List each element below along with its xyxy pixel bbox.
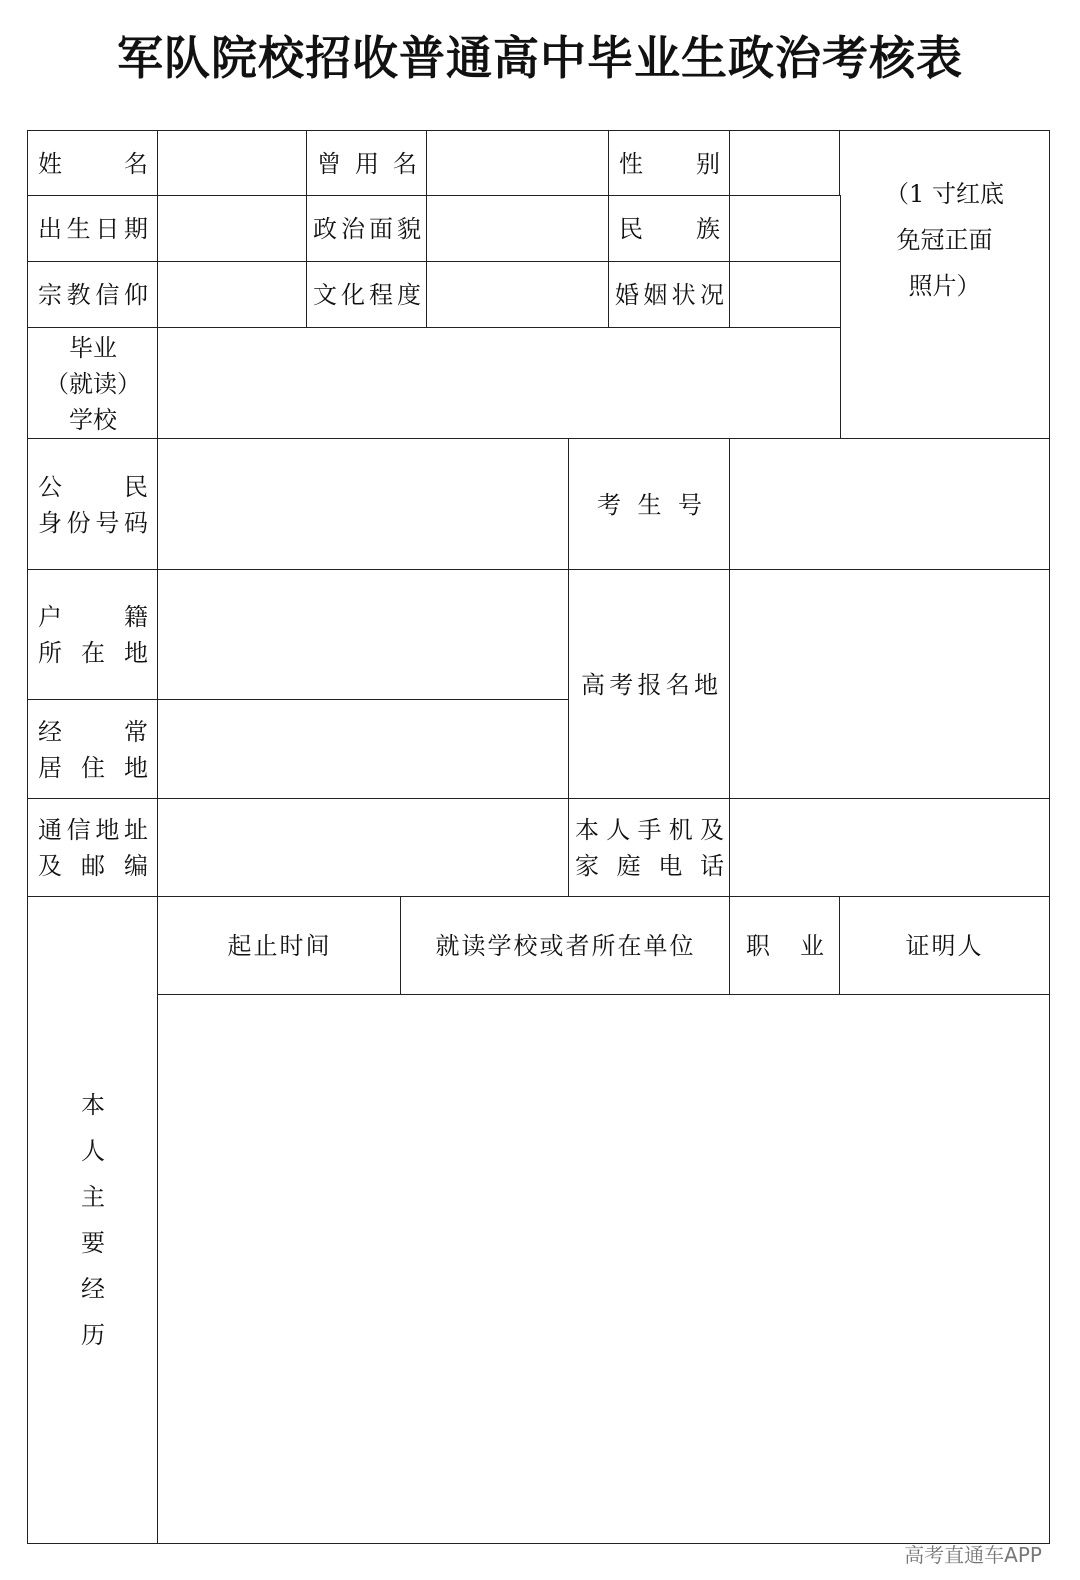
religion-field[interactable] (157, 261, 308, 329)
political-status-field[interactable] (426, 195, 610, 263)
household-label: 户籍 所在地 (27, 569, 159, 701)
gender-field[interactable] (729, 130, 841, 197)
candidate-no-label: 考生号 (568, 438, 731, 571)
birth-date-field[interactable] (157, 195, 308, 263)
mail-address-field[interactable] (157, 798, 570, 898)
watermark: 高考直通车APP (904, 1543, 1042, 1567)
phone-label: 本人手机及 家庭电话 (568, 798, 731, 898)
photo-hint-line: 免冠正面 (896, 226, 993, 254)
phone-field[interactable] (729, 798, 1050, 898)
household-field[interactable] (157, 569, 570, 701)
former-name-label: 曾用名 (306, 130, 428, 197)
form-title: 军队院校招收普通高中毕业生政治考核表 (117, 31, 963, 85)
photo-box[interactable] (839, 130, 1050, 440)
name-label: 姓名 (27, 130, 159, 197)
id-number-label: 公民 身份号码 (27, 438, 159, 571)
mail-address-label: 通信地址 及邮编 (27, 798, 159, 898)
id-number-field[interactable] (157, 438, 570, 571)
school-field[interactable] (157, 327, 841, 440)
residence-label: 经常 居住地 (27, 699, 159, 800)
education-field[interactable] (426, 261, 610, 329)
candidate-no-field[interactable] (729, 438, 1050, 571)
history-side-label: 本 人 主 要 经 历 (27, 896, 159, 1544)
school-label: 毕业 （就读） 学校 (27, 327, 159, 440)
gender-label: 性别 (608, 130, 731, 197)
photo-hint-line: （1 寸红底 (885, 180, 1004, 208)
education-label: 文化程度 (306, 261, 428, 329)
history-col-school-unit: 就读学校或者所在单位 (400, 896, 731, 996)
name-field[interactable] (157, 130, 308, 197)
exam-location-label: 高考报名地 (568, 569, 731, 800)
ethnicity-label: 民族 (608, 195, 731, 263)
history-col-occupation: 职业 (729, 896, 841, 996)
history-col-witness: 证明人 (839, 896, 1050, 996)
ethnicity-field[interactable] (729, 195, 841, 263)
birth-date-label: 出生日期 (27, 195, 159, 263)
political-status-label: 政治面貌 (306, 195, 428, 263)
photo-hint-line: 照片） (908, 272, 981, 300)
religion-label: 宗教信仰 (27, 261, 159, 329)
marital-status-field[interactable] (729, 261, 841, 329)
marital-status-label: 婚姻状况 (608, 261, 731, 329)
residence-field[interactable] (157, 699, 570, 800)
history-col-period: 起止时间 (157, 896, 402, 996)
history-entries-area[interactable] (157, 994, 1050, 1544)
former-name-field[interactable] (426, 130, 610, 197)
exam-location-field[interactable] (729, 569, 1050, 800)
